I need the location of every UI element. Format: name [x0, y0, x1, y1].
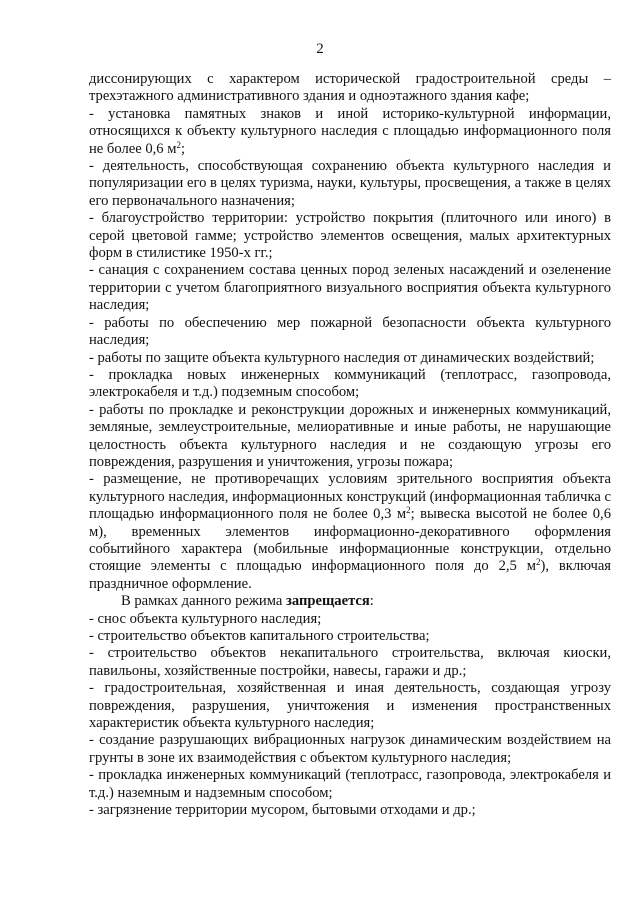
paragraph-prohibited-3: - градостроительная, хозяйственная и иная деятельность, создающая угрозу повреждения, разрушения, уничтожения и изменения пространственных характеристик объекта культурного наследия; [89, 680, 611, 732]
paragraph-prohibited-1: - строительство объектов капитального строительства; [89, 628, 430, 644]
document-body [89, 71, 611, 819]
paragraph-allowed-9: - размещение, не противоречащих условиям зрительного восприятия объекта культурного наследия, информационных конструкций (информационная табличка с площадью информационного поля не более 0,3 $м^2$; вывеска высотой не более 0,6 м), временных элементов информационно-декоративного оформления событийного характера (мобильные информационные конструкции, отдельно стоящие элементы с площадью информационного поля до 2,5 $м^2$), включая праздничное оформление. [89, 471, 612, 592]
prohibited-heading: В рамках данного режима запрещается: [121, 593, 374, 610]
paragraph-allowed-2: - деятельность, способствующая сохранению объекта культурного наследия и популяризации его в целях туризма, науки, культуры, просвещения, а также в целях его первоначального назначения; [89, 158, 611, 209]
paragraph-allowed-4: - санация с сохранением состава ценных пород зеленых насаждений и озеленение территории с учетом благоприятного визуального восприятия объекта культурного наследия; [89, 262, 611, 314]
paragraph-allowed-0: диссонирующих с характером исторической градостроительной среды – трехэтажного административного здания и одноэтажного здания кафе; [89, 71, 611, 105]
paragraph-allowed-5: - работы по обеспечению мер пожарной безопасности объекта культурного наследия; [89, 314, 611, 349]
paragraph-allowed-6: - работы по защите объекта культурного наследия от динамических воздействий; [89, 349, 595, 366]
paragraph-allowed-1: - установка памятных знаков и иной историко-культурной информации, относящихся к объекту культурного наследия с площадью информационного поля не более 0,6 $м^2$; [89, 105, 611, 157]
paragraph-prohibited-5: - прокладка инженерных коммуникаций (теплотрасс, газопровода, электрокабеля и т.д.) наземным и надземным способом; [89, 767, 611, 801]
page-number: 2 [316, 41, 324, 57]
paragraph-allowed-8: - работы по прокладке и реконструкции дорожных и инженерных коммуникаций, земляные, землеустроительные, мелиоративные и иные работы, не нарушающие целостность объекта культурного наследия и не создающую угрозы его повреждения, разрушения и уничтожения, угрозы пожара; [89, 401, 611, 470]
paragraph-allowed-3: - благоустройство территории: устройство покрытия (плиточного или иного) в серой цветовой гамме; устройство элементов освещения, малых архитектурных форм в стилистике 1950-х гг.; [89, 210, 611, 262]
paragraph-prohibited-6: - загрязнение территории мусором, бытовыми отходами и др.; [89, 802, 476, 819]
paragraph-allowed-7: - прокладка новых инженерных коммуникаций (теплотрасс, газопровода, электрокабеля и т.д.) подземным способом; [89, 366, 611, 401]
paragraph-prohibited-4: - создание разрушающих вибрационных нагрузок динамическим воздействием на грунты в зоне их взаимодействия с объектом культурного наследия; [89, 732, 611, 766]
paragraph-prohibited-2: - строительство объектов некапитального строительства, включая киоски, павильоны, хозяйственные постройки, навесы, гаражи и др.; [89, 645, 611, 679]
paragraph-prohibited-0: - снос объекта культурного наследия; [89, 610, 322, 627]
